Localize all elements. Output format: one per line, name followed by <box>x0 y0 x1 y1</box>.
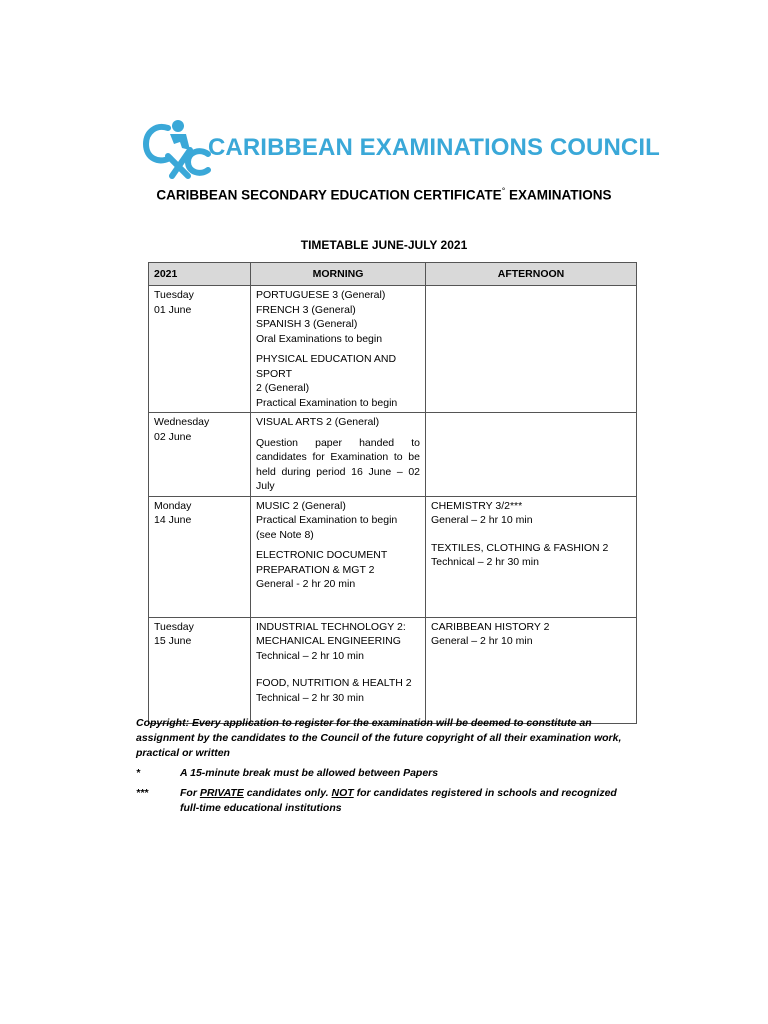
note-text-part: for candidates registered in schools and recognized full-time educational institutions <box>180 787 617 814</box>
afternoon-cell <box>426 286 637 413</box>
detail-line: Oral Examinations to begin <box>256 332 383 345</box>
cxc-logo-icon <box>138 114 214 180</box>
note-row <box>136 786 636 816</box>
org-name: CARIBBEAN EXAMINATIONS COUNCIL <box>208 134 660 161</box>
detail-line: Practical Examination to begin (see Note 8) <box>256 514 398 541</box>
morning-cell <box>251 286 426 413</box>
exam-title <box>0 186 768 203</box>
detail-line: General – 2 hr 10 min <box>431 514 533 526</box>
subject-line: VISUAL ARTS 2 (General) <box>256 416 380 428</box>
subject-line: FRENCH 3 (General) <box>256 303 356 316</box>
morning-cell <box>251 617 426 723</box>
subject-line: ELECTRONIC DOCUMENT <box>256 549 388 561</box>
subject-line: INDUSTRIAL TECHNOLOGY 2: <box>256 620 406 633</box>
note-text-part: For <box>180 787 200 799</box>
detail-line: General – 2 hr 10 min <box>431 635 533 647</box>
day-label: Monday <box>154 499 192 512</box>
table-row <box>149 496 637 617</box>
note-marker: * <box>136 767 141 779</box>
date-label: 15 June <box>154 635 192 647</box>
detail-line: Technical – 2 hr 30 min <box>431 556 539 568</box>
note-emphasis-not: NOT <box>331 787 354 799</box>
table-row <box>149 617 637 723</box>
detail-paragraph: Question paper handed to candidates for Examination to be held during period 16 June – 02 July <box>256 436 420 492</box>
table-row <box>149 286 637 413</box>
subject-line: 2 (General) <box>256 382 310 394</box>
subject-line: PORTUGUESE 3 (General) <box>256 289 386 301</box>
date-cell <box>149 496 251 617</box>
afternoon-cell <box>426 496 637 617</box>
detail-line: Practical Examination to begin <box>256 396 398 409</box>
note-text-part: candidates only. <box>243 787 332 799</box>
exam-title-mark: ° <box>501 186 506 196</box>
date-label: 02 June <box>154 430 192 443</box>
timetable-title: TIMETABLE JUNE-JULY 2021 <box>300 238 468 252</box>
note-row <box>136 766 636 781</box>
morning-cell <box>251 496 426 617</box>
date-label: 14 June <box>154 514 192 526</box>
date-cell <box>149 286 251 413</box>
copyright-note: Copyright: Every application to register for the examination will be deemed to constitute an assignment by the candidates to the Council of the future copyright of all their examination work, practical or written <box>136 717 622 759</box>
subject-line: TEXTILES, CLOTHING & FASHION 2 <box>431 541 609 554</box>
exam-title-suffix: EXAMINATIONS <box>505 187 612 203</box>
day-label: Tuesday <box>154 289 194 301</box>
table-row <box>149 413 637 497</box>
subject-line: MUSIC 2 (General) <box>256 499 346 512</box>
subject-line: PREPARATION & MGT 2 <box>256 563 375 576</box>
note-emphasis-private: PRIVATE <box>199 787 244 799</box>
detail-line: General - 2 hr 20 min <box>256 578 356 590</box>
column-header-afternoon: AFTERNOON <box>426 263 637 286</box>
afternoon-cell <box>426 617 637 723</box>
note-marker: *** <box>136 787 149 799</box>
column-header-year: 2021 <box>149 263 251 286</box>
subject-line: MECHANICAL ENGINEERING <box>256 635 401 647</box>
morning-cell <box>251 413 426 497</box>
subject-line: CHEMISTRY 3/2*** <box>431 499 523 512</box>
date-cell <box>149 413 251 497</box>
subject-line: SPANISH 3 (General) <box>256 318 358 330</box>
exam-title-text: CARIBBEAN SECONDARY EDUCATION CERTIFICATE <box>156 187 502 203</box>
date-label: 01 June <box>154 303 192 316</box>
day-label: Tuesday <box>154 620 194 633</box>
subject-line: PHYSICAL EDUCATION AND SPORT <box>256 353 397 380</box>
subject-line: FOOD, NUTRITION & HEALTH 2 <box>256 677 412 689</box>
subject-line: CARIBBEAN HISTORY 2 <box>431 620 550 633</box>
date-cell <box>149 617 251 723</box>
afternoon-cell <box>426 413 637 497</box>
detail-line: Technical – 2 hr 30 min <box>256 691 364 704</box>
day-label: Wednesday <box>154 416 210 428</box>
timetable-table <box>148 262 637 724</box>
note-text: A 15-minute break must be allowed between Papers <box>180 767 439 779</box>
table-header-row <box>149 263 637 286</box>
detail-line: Technical – 2 hr 10 min <box>256 649 364 662</box>
note-text <box>180 786 636 816</box>
column-header-morning: MORNING <box>251 263 426 286</box>
header-logo-row <box>138 114 660 180</box>
footer-notes <box>136 716 636 816</box>
